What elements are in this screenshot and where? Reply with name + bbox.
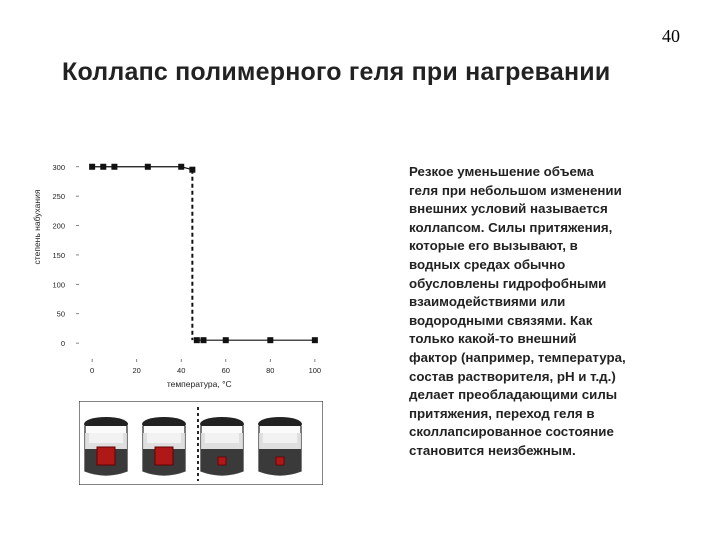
beaker [142,417,186,475]
data-point [267,337,273,343]
y-axis-label: степень набухания [32,189,42,265]
gel-collapsed [218,457,226,465]
y-tick-label: 200 [52,221,65,231]
body-text-line: водных средах обычно [409,256,566,272]
x-tick-labels [90,366,321,375]
series-lines [92,167,315,340]
body-text-line: притяжения, переход геля в [409,405,595,421]
beaker [200,417,244,475]
body-text-line: Резкое уменьшение объема [409,164,594,179]
gel-swollen [155,447,173,465]
body-text-line: внешних условий называется [409,201,608,217]
body-text-line: только какой-то внешний [409,331,577,347]
beaker [258,417,302,475]
x-axis-label: температура, °С [166,379,232,389]
x-tick-label: 40 [177,366,186,375]
swelling-chart [28,145,328,395]
slide-title: Коллапс полимерного геля при нагревании [62,58,611,86]
data-point [194,337,200,343]
y-tick-label: 300 [52,162,65,172]
body-text-line: водородными связями. Как [409,312,593,328]
y-tick-label: 100 [52,280,65,290]
data-point [100,164,106,170]
series-line [92,167,192,170]
y-tick-label: 150 [52,250,65,260]
page-number: 40 [662,26,680,46]
body-text-line: взаимодействиями или [409,294,566,310]
body-text [409,163,694,461]
data-point [201,337,207,343]
x-tick-label: 0 [90,366,95,375]
x-tick-label: 80 [266,366,275,375]
body-text-line: обусловлены гидрофобными [409,275,607,291]
beaker-illustration [79,401,323,485]
data-points [89,164,318,343]
data-point [312,337,318,343]
body-text-line: сколлапсированное состояние [409,424,614,440]
data-point [111,164,117,170]
x-tick-label: 60 [221,366,230,375]
data-point [145,164,151,170]
y-tick-label: 0 [60,339,65,349]
y-tick-label: 50 [56,309,65,319]
x-tick-label: 20 [132,366,141,375]
beaker [84,417,128,475]
y-tick-label: 250 [52,192,65,202]
gel-collapsed [276,457,284,465]
body-text-line: которые его вызывают, в [409,238,578,254]
x-tick-label: 100 [308,366,322,375]
gel-swollen [97,447,115,465]
data-point [89,164,95,170]
body-text-line: фактор (например, температура, [409,349,626,365]
body-text-line: делает преобладающими силы [409,387,618,403]
data-point [223,337,229,343]
body-text-line: состав растворителя, рН и т.д.) [409,368,616,384]
body-text-line: коллапсом. Силы притяжения, [409,219,613,235]
body-text-line: становится неизбежным. [409,442,576,458]
body-text-line: геля при небольшом изменении [409,182,622,198]
data-point [178,164,184,170]
axis-ticks [76,167,315,362]
y-tick-labels [52,163,65,348]
